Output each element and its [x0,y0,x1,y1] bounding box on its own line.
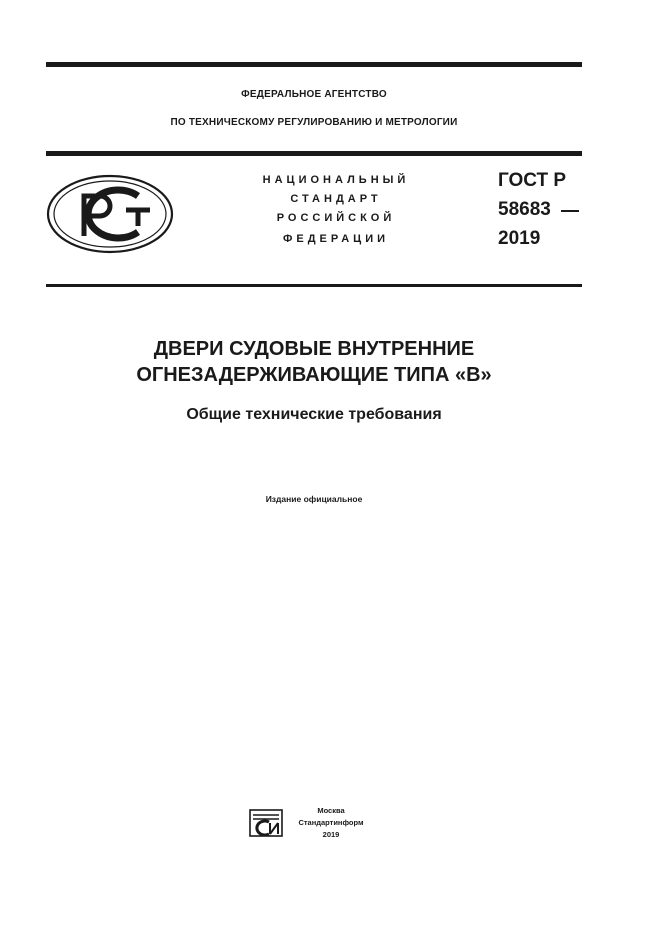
agency-line-1: ФЕДЕРАЛЬНОЕ АГЕНТСТВО [241,89,387,100]
gost-prefix: ГОСТ Р [498,170,567,191]
header-rule [46,151,582,156]
agency-line-2: ПО ТЕХНИЧЕСКОМУ РЕГУЛИРОВАНИЮ И МЕТРОЛОГИИ [170,117,458,128]
gost-dash [561,210,579,212]
top-rule [46,62,582,67]
publisher-name: Стандартинформ [298,818,364,827]
edition-note: Издание официальное [265,494,363,504]
document-subtitle: Общие технические требования [186,406,442,423]
standard-line-3: РОССИЙСКОЙ [276,212,396,224]
rst-logo-icon [46,174,174,254]
standard-line-4: ФЕДЕРАЦИИ [282,233,390,245]
gost-year: 2019 [498,228,541,249]
standard-line-1: НАЦИОНАЛЬНЫЙ [262,174,410,186]
document-title-line-1: ДВЕРИ СУДОВЫЕ ВНУТРЕННИЕ [153,338,475,360]
publisher-logo-icon [249,809,283,837]
standard-rule [46,284,582,287]
gost-number: 58683 [498,199,551,220]
publisher-year: 2019 [322,830,340,839]
publisher-city: Москва [317,806,345,815]
standard-line-2: СТАНДАРТ [290,193,382,205]
document-title-line-2: ОГНЕЗАДЕРЖИВАЮЩИЕ ТИПА «В» [136,364,492,386]
